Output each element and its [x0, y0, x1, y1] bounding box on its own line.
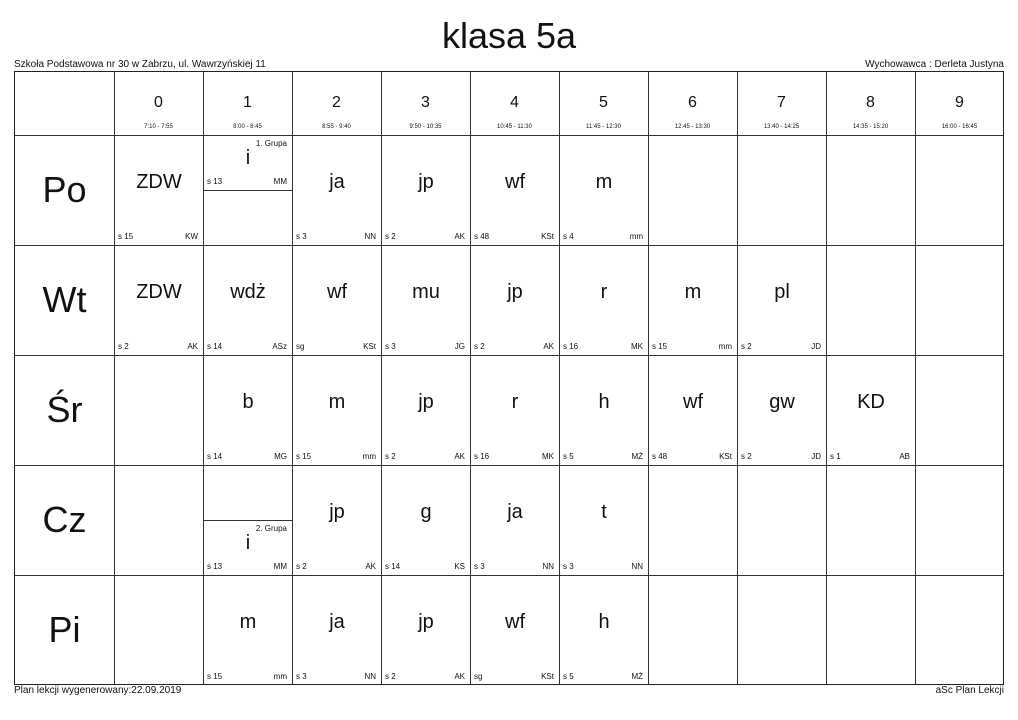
lesson-cell[interactable] [204, 521, 292, 575]
lesson-cell[interactable] [560, 576, 648, 685]
period-header [559, 72, 648, 135]
period-time: 11:45 - 12:30 [586, 124, 621, 130]
lesson-teacher: NN [542, 562, 554, 571]
period-number: 3 [421, 94, 430, 111]
lesson-cell[interactable] [827, 356, 915, 465]
lesson-subject: wf [505, 611, 525, 633]
period-header [292, 72, 381, 135]
lesson-room: s 3 [385, 342, 396, 351]
period-header [826, 72, 915, 135]
lesson-cell[interactable] [471, 136, 559, 245]
lesson-teacher: AB [899, 452, 910, 461]
period-time: 14:35 - 15:20 [852, 124, 889, 130]
lesson-cell[interactable] [382, 246, 470, 355]
timetable-grid [14, 71, 1004, 685]
lesson-cell[interactable] [293, 246, 381, 355]
lesson-cell[interactable] [293, 576, 381, 685]
lesson-subject: pl [774, 281, 790, 303]
lesson-room: s 16 [474, 452, 490, 461]
lesson-room: s 15 [296, 452, 312, 461]
lesson-teacher: JG [454, 342, 465, 351]
lesson-room: s 3 [296, 232, 307, 241]
lesson-subject: g [420, 501, 432, 523]
lesson-teacher: KSt [541, 232, 554, 241]
lesson-room: s 2 [741, 342, 752, 351]
lesson-cell[interactable] [649, 246, 737, 355]
lesson-cell[interactable] [471, 466, 559, 575]
lesson-teacher: AK [454, 452, 465, 461]
group-label: 1. Grupa [255, 139, 287, 148]
lesson-room: s 2 [296, 562, 307, 571]
lesson-teacher: mm [629, 232, 643, 241]
lesson-subject: jp [418, 171, 434, 193]
day-label: Wt [42, 279, 87, 320]
lesson-cell[interactable] [115, 246, 203, 355]
lesson-teacher: AK [187, 342, 198, 351]
school-name: Szkoła Podstawowa nr 30 w Zabrzu, ul. Wawrzyńskiej 11 [14, 59, 266, 70]
lesson-room: s 3 [296, 672, 307, 681]
lesson-room: s 14 [385, 562, 401, 571]
lesson-subject: wf [505, 171, 525, 193]
period-time: 16:00 - 16:45 [941, 124, 978, 130]
lesson-subject: m [595, 171, 613, 193]
lesson-room: s 15 [207, 672, 223, 681]
lesson-cell[interactable] [293, 356, 381, 465]
lesson-room: s 5 [563, 452, 574, 461]
lesson-subject: wf [327, 281, 347, 303]
lesson-room: sg [296, 342, 305, 351]
period-time: 8:55 - 9:40 [322, 124, 351, 130]
group-divider [204, 190, 292, 191]
lesson-cell[interactable] [115, 136, 203, 245]
lesson-room: s 3 [474, 562, 485, 571]
lesson-teacher: MŻ [631, 672, 643, 681]
lesson-teacher: mm [273, 672, 287, 681]
software-name: aSc Plan Lekcji [935, 685, 1004, 696]
lesson-subject: KD [857, 391, 885, 413]
lesson-cell[interactable] [382, 356, 470, 465]
lesson-room: s 15 [652, 342, 668, 351]
lesson-subject: jp [507, 281, 523, 303]
lesson-cell[interactable] [560, 136, 648, 245]
lesson-cell[interactable] [738, 356, 826, 465]
period-header [648, 72, 737, 135]
lesson-teacher: AK [543, 342, 554, 351]
lesson-subject: b [242, 391, 254, 413]
day-label: Po [42, 169, 87, 210]
lesson-room: s 5 [563, 672, 574, 681]
period-number: 8 [866, 94, 875, 111]
period-number: 7 [777, 94, 786, 111]
lesson-subject: h [598, 611, 610, 633]
lesson-cell[interactable] [649, 356, 737, 465]
lesson-subject: wdż [230, 281, 266, 303]
lesson-room: sg [474, 672, 483, 681]
lesson-teacher: MM [273, 177, 287, 186]
lesson-subject: t [601, 501, 607, 523]
lesson-subject: ja [329, 171, 345, 193]
lesson-room: s 14 [207, 342, 223, 351]
period-time: 8:00 - 8:45 [233, 124, 262, 130]
lesson-cell[interactable] [560, 356, 648, 465]
lesson-room: s 1 [830, 452, 841, 461]
lesson-cell[interactable] [293, 466, 381, 575]
lesson-cell[interactable] [204, 136, 292, 190]
lesson-teacher: KW [185, 232, 198, 241]
lesson-cell[interactable] [382, 576, 470, 685]
period-number: 2 [332, 94, 341, 111]
day-label: Cz [42, 499, 87, 540]
lesson-cell[interactable] [738, 246, 826, 355]
period-number: 0 [154, 94, 163, 111]
lesson-subject: gw [769, 391, 795, 413]
lesson-teacher: mm [718, 342, 732, 351]
lesson-teacher: KSt [719, 452, 732, 461]
lesson-cell[interactable] [471, 576, 559, 685]
period-header [203, 72, 292, 135]
period-time: 10:45 - 11:30 [497, 124, 532, 130]
lesson-room: s 2 [385, 672, 396, 681]
lesson-subject: ZDW [136, 171, 182, 193]
lesson-teacher: NN [364, 232, 376, 241]
lesson-subject: ja [329, 611, 345, 633]
lesson-teacher: AK [454, 232, 465, 241]
period-header [470, 72, 559, 135]
lesson-subject: r [511, 391, 519, 413]
lesson-teacher: MŻ [631, 452, 643, 461]
lesson-subject: jp [329, 501, 345, 523]
lesson-teacher: MK [631, 342, 643, 351]
lesson-cell[interactable] [204, 246, 292, 355]
lesson-cell[interactable] [293, 136, 381, 245]
period-time: 9:50 - 10:35 [409, 124, 442, 130]
lesson-subject: mu [412, 281, 440, 303]
period-header [114, 72, 203, 135]
period-number: 1 [243, 94, 252, 111]
lesson-subject: wf [683, 391, 703, 413]
period-number: 5 [599, 94, 608, 111]
lesson-teacher: JD [811, 452, 821, 461]
lesson-teacher: AK [365, 562, 376, 571]
lesson-room: s 16 [563, 342, 579, 351]
lesson-cell[interactable] [471, 246, 559, 355]
lesson-subject: i [245, 532, 251, 554]
lesson-subject: m [239, 611, 257, 633]
period-header [737, 72, 826, 135]
lesson-room: s 2 [741, 452, 752, 461]
lesson-room: s 48 [474, 232, 490, 241]
lesson-teacher: mm [362, 452, 376, 461]
day-label: Śr [46, 389, 83, 430]
page-title: klasa 5a [441, 15, 577, 56]
lesson-room: s 2 [118, 342, 129, 351]
lesson-teacher: ASz [272, 342, 287, 351]
lesson-subject: m [328, 391, 346, 413]
lesson-room: s 2 [385, 452, 396, 461]
lesson-subject: jp [418, 391, 434, 413]
period-header [915, 72, 1004, 135]
period-time: 13:40 - 14:25 [763, 124, 800, 130]
lesson-subject: ZDW [136, 281, 182, 303]
lesson-cell[interactable] [382, 466, 470, 575]
lesson-room: s 13 [207, 177, 223, 186]
period-header [381, 72, 470, 135]
lesson-room: s 48 [652, 452, 668, 461]
lesson-room: s 14 [207, 452, 223, 461]
lesson-cell[interactable] [204, 576, 292, 685]
lesson-teacher: MM [273, 562, 287, 571]
group-divider [204, 520, 292, 521]
lesson-teacher: KS [454, 562, 465, 571]
lesson-cell[interactable] [204, 356, 292, 465]
lesson-subject: i [245, 147, 251, 169]
lesson-teacher: AK [454, 672, 465, 681]
lesson-subject: ja [507, 501, 523, 523]
period-time: 7:10 - 7:55 [144, 124, 173, 130]
lesson-teacher: KSt [541, 672, 554, 681]
lesson-room: s 2 [474, 342, 485, 351]
lesson-cell[interactable] [560, 246, 648, 355]
column-divider [915, 72, 916, 684]
lesson-teacher: MK [542, 452, 554, 461]
class-tutor: Wychowawca : Derleta Justyna [865, 59, 1004, 70]
lesson-subject: jp [418, 611, 434, 633]
lesson-teacher: NN [364, 672, 376, 681]
group-label: 2. Grupa [255, 524, 287, 533]
lesson-room: s 13 [207, 562, 223, 571]
lesson-teacher: JD [811, 342, 821, 351]
lesson-subject: r [600, 281, 608, 303]
period-number: 4 [510, 94, 519, 111]
lesson-cell[interactable] [471, 356, 559, 465]
lesson-subject: m [684, 281, 702, 303]
lesson-teacher: KSt [363, 342, 376, 351]
lesson-room: s 15 [118, 232, 134, 241]
lesson-room: s 2 [385, 232, 396, 241]
lesson-subject: h [598, 391, 610, 413]
period-number: 9 [955, 94, 964, 111]
period-time: 12:45 - 13:30 [674, 124, 711, 130]
day-label: Pi [48, 609, 81, 650]
lesson-cell[interactable] [382, 136, 470, 245]
lesson-teacher: NN [631, 562, 643, 571]
generated-date: Plan lekcji wygenerowany:22.09.2019 [14, 685, 182, 696]
period-number: 6 [688, 94, 697, 111]
lesson-room: s 4 [563, 232, 574, 241]
lesson-cell[interactable] [560, 466, 648, 575]
lesson-room: s 3 [563, 562, 574, 571]
lesson-teacher: MG [274, 452, 287, 461]
